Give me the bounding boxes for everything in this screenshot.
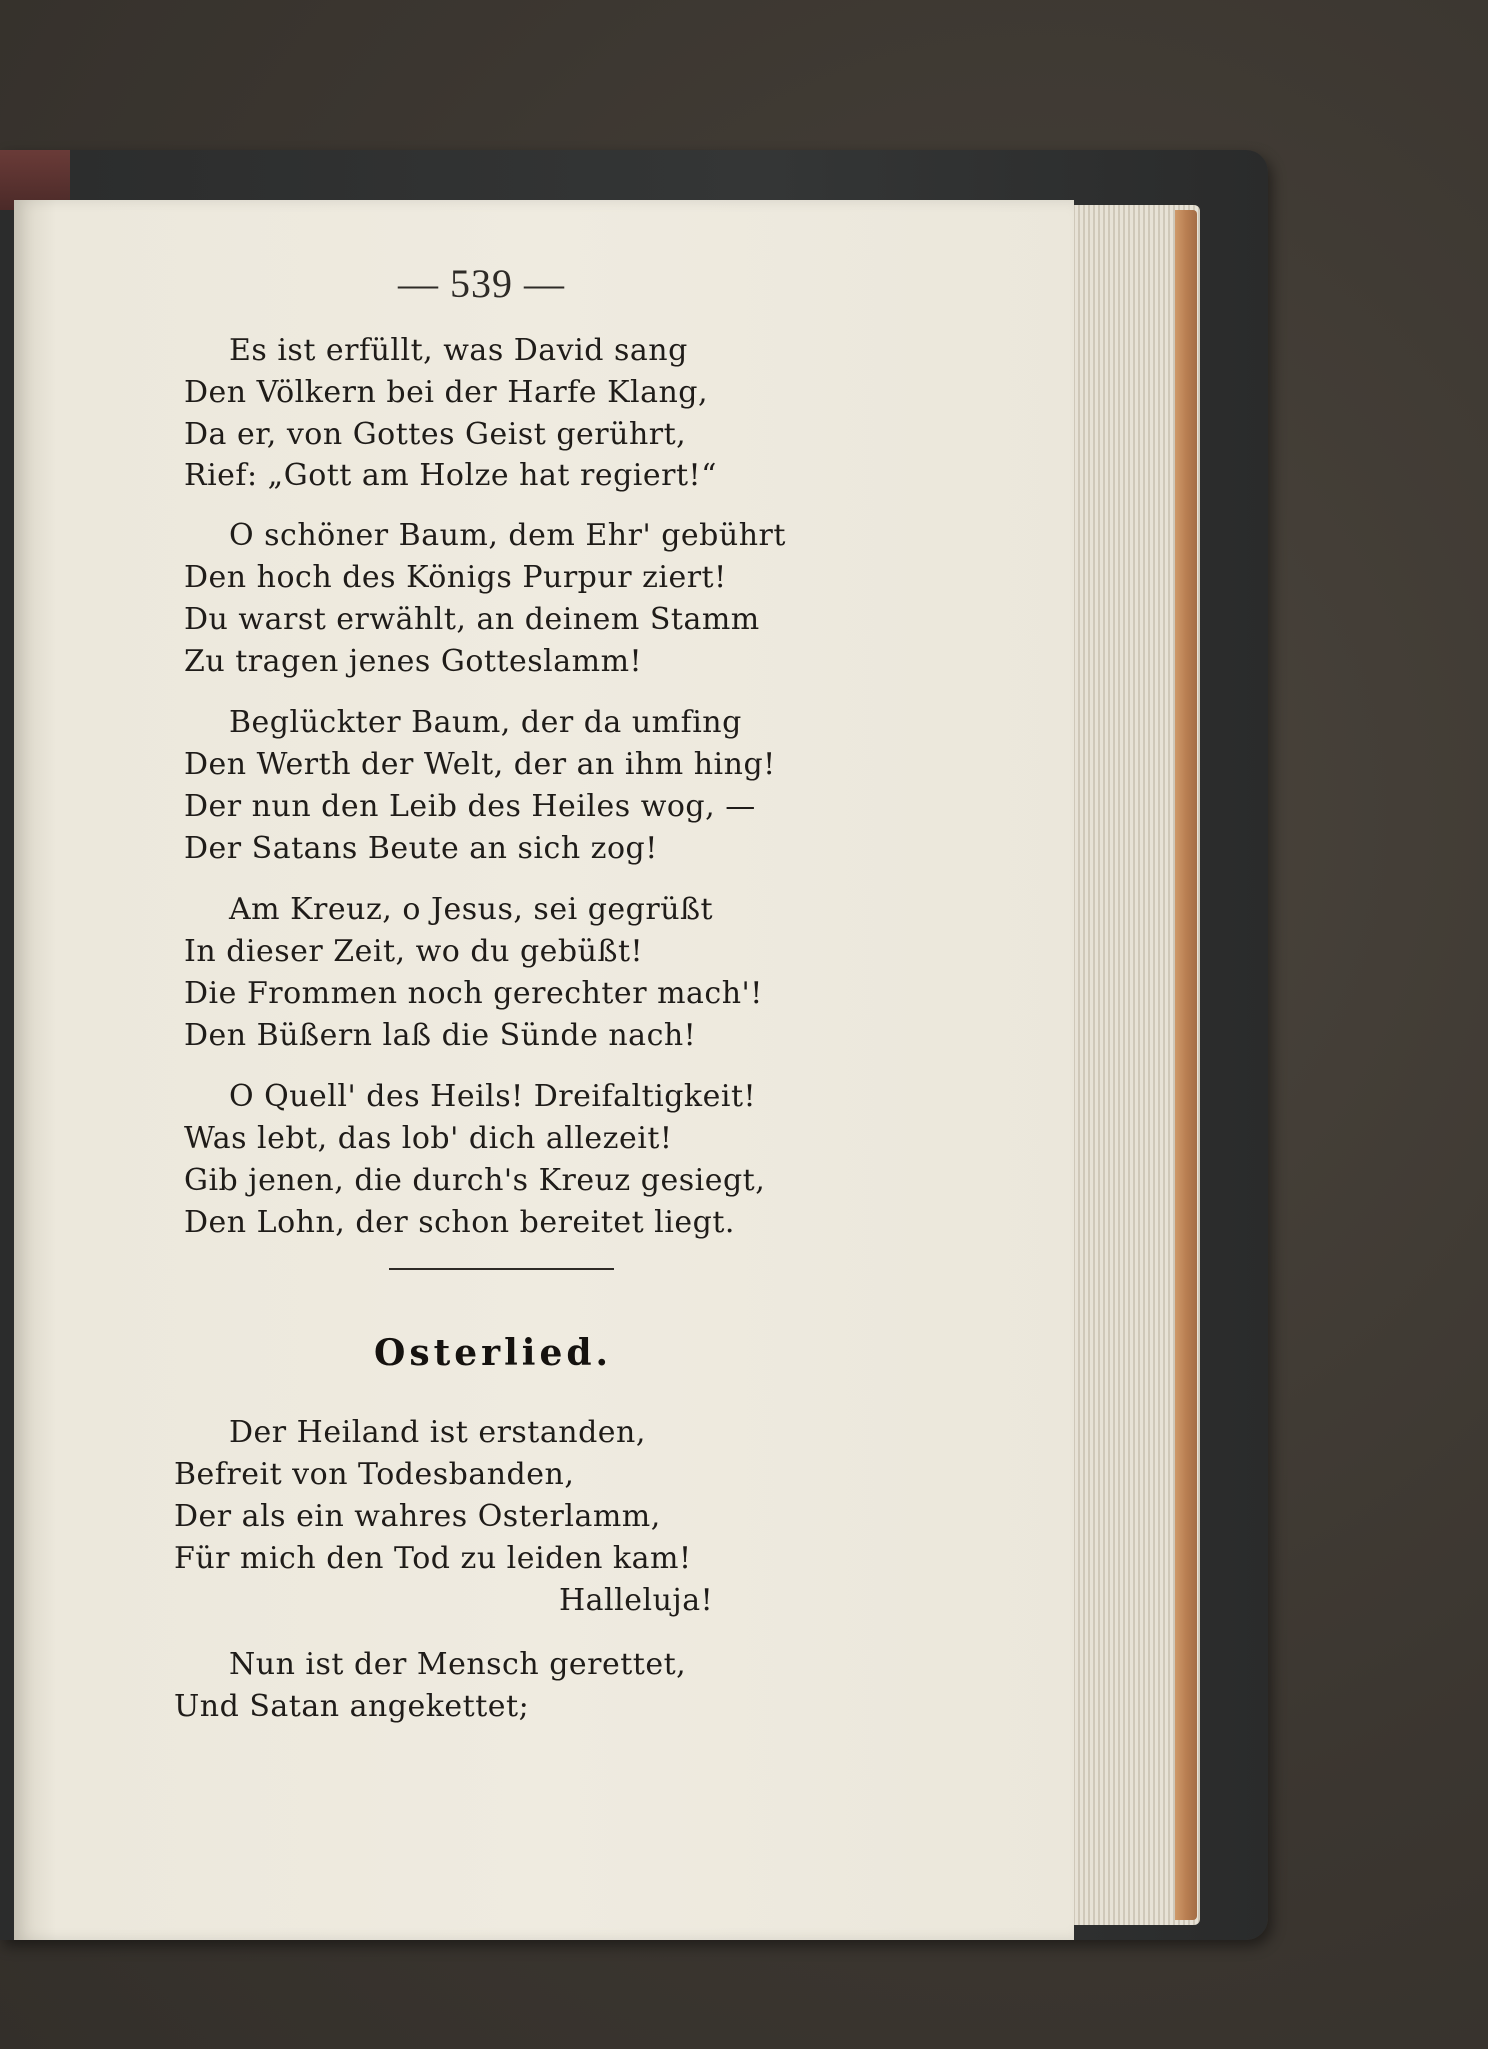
page-number: — 539 — (398, 261, 565, 306)
verse-line: Den Lohn, der schon bereitet liegt. (184, 1205, 735, 1240)
gilt-edge (1175, 210, 1197, 1920)
verse-line: Den hoch des Königs Purpur ziert! (184, 560, 727, 595)
verse-line: Rief: „Gott am Holze hat regiert!“ (184, 458, 717, 493)
verse-line: Es ist erfüllt, was David sang (229, 333, 688, 368)
verse-line: Den Werth der Welt, der an ihm hing! (184, 747, 776, 782)
verse-line: Was lebt, das lob' dich allezeit! (184, 1121, 673, 1156)
verse-line: Der als ein wahres Osterlamm, (174, 1499, 661, 1534)
verse-line: Der nun den Leib des Heiles wog, — (184, 789, 756, 824)
verse-line: Du warst erwählt, an deinem Stamm (184, 602, 760, 637)
verse-line: O schöner Baum, dem Ehr' gebührt (229, 518, 786, 553)
verse-line: Und Satan angekettet; (174, 1689, 530, 1724)
verse-line: Der Satans Beute an sich zog! (184, 831, 658, 866)
hymn-title: Osterlied. (374, 1332, 613, 1374)
verse-line: Gib jenen, die durch's Kreuz gesiegt, (184, 1163, 766, 1198)
verse-line: In dieser Zeit, wo du gebüßt! (184, 934, 644, 969)
verse-line: Befreit von Todesbanden, (174, 1457, 575, 1492)
verse-line: Da er, von Gottes Geist gerührt, (184, 417, 687, 452)
verse-line: Den Büßern laß die Sünde nach! (184, 1018, 697, 1053)
verse-line: Beglückter Baum, der da umfing (229, 705, 742, 740)
verse-refrain: Halleluja! (559, 1583, 714, 1618)
verse-line: Den Völkern bei der Harfe Klang, (184, 375, 709, 410)
verse-line: Der Heiland ist erstanden, (229, 1415, 646, 1450)
section-divider (389, 1268, 614, 1270)
verse-line: O Quell' des Heils! Dreifaltigkeit! (229, 1079, 757, 1114)
verse-line: Zu tragen jenes Gotteslamm! (184, 644, 643, 679)
verse-line: Nun ist der Mensch gerettet, (229, 1647, 687, 1682)
verse-line: Die Frommen noch gerechter mach'! (184, 976, 763, 1011)
verse-line: Für mich den Tod zu leiden kam! (174, 1541, 692, 1576)
verse-line: Am Kreuz, o Jesus, sei gegrüßt (229, 892, 714, 927)
book-page (14, 200, 1074, 1940)
